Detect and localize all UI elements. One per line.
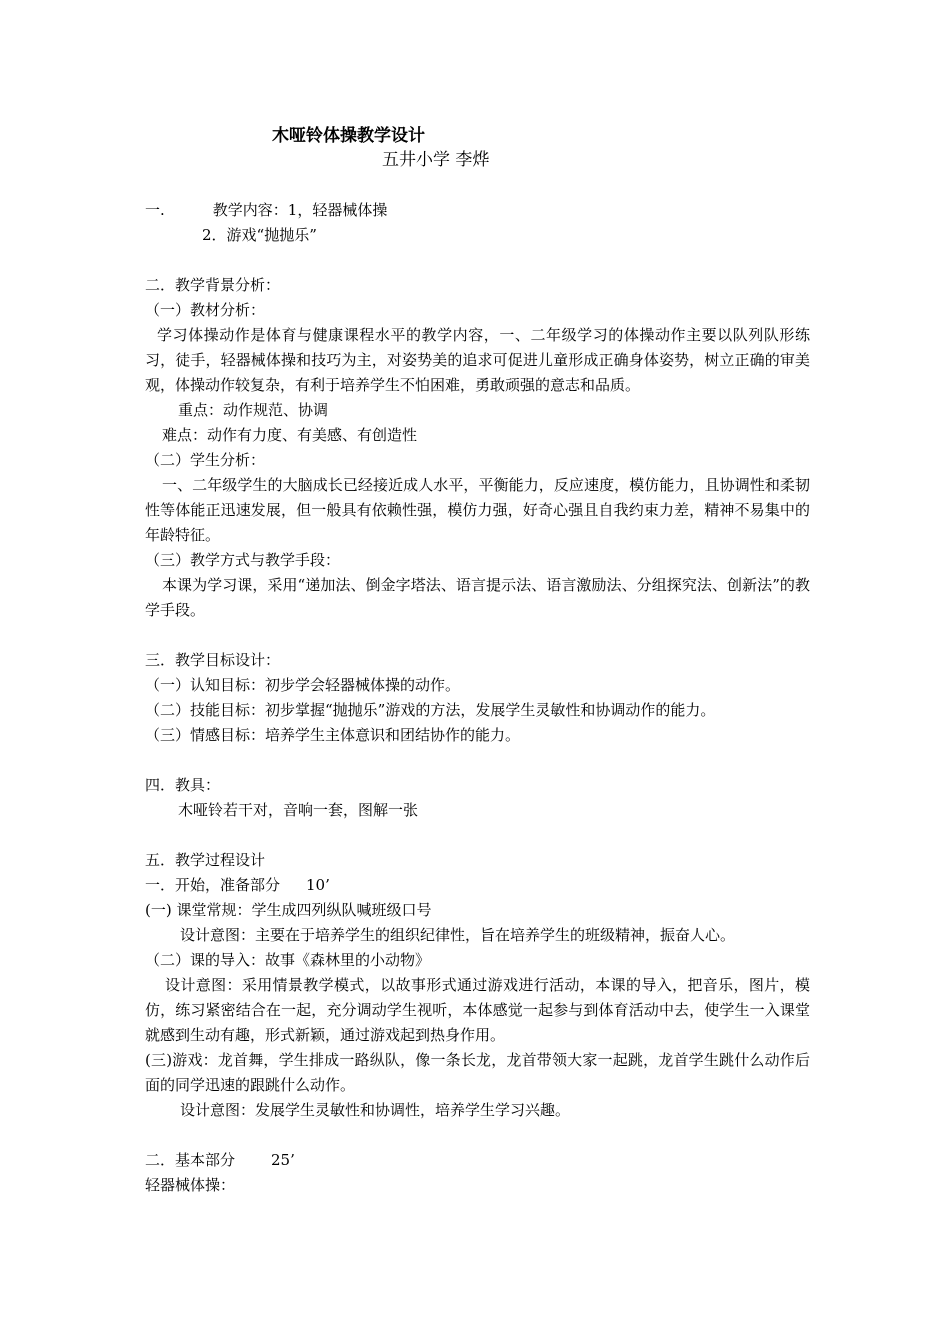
section2-sub3: （三）教学方式与教学手段： xyxy=(145,551,341,569)
part1-routine: (一) 课堂常规：学生成四列纵队喊班级口号 xyxy=(145,901,432,919)
part1-routine-intent: 设计意图：主要在于培养学生的组织纪律性，旨在培养学生的班级精神，振奋人心。 xyxy=(180,926,736,944)
section2-sub2: （二）学生分析： xyxy=(145,451,266,469)
section4-items: 木哑铃若干对，音响一套，图解一张 xyxy=(178,801,419,819)
section4-heading: 四．教具： xyxy=(145,776,221,794)
section1-line2: 2．游戏“抛抛乐” xyxy=(202,226,317,244)
document-author: 五井小学 李烨 xyxy=(382,150,490,170)
part2-time: 25’ xyxy=(271,1151,295,1169)
section5-part2 xyxy=(145,1148,810,1173)
section2-difficulty: 难点：动作有力度、有美感、有创造性 xyxy=(162,426,418,444)
part1-intro-intent: 设计意图：采用情景教学模式，以故事形式通过游戏进行活动，本课的导入，把音乐，图片，模仿，练习紧密结合在一起，充分调动学生视听，本体感觉一起参与到体育活动中去，使学生一入课堂就感到生动有趣，形式新颖，通过游戏起到热身作用。 xyxy=(145,976,810,1044)
section3-goal-emotion: （三）情感目标：培养学生主体意识和团结协作的能力。 xyxy=(145,726,521,744)
section3-goal-cognitive: （一）认知目标：初步学会轻器械体操的动作。 xyxy=(145,676,461,694)
section2-sub1-paragraph: 学习体操动作是体育与健康课程水平的教学内容，一、二年级学习的体操动作主要以队列队形练习，徒手，轻器械体操和技巧为主，对姿势美的追求可促进儿童形成正确身体姿势，树立正确的审美观，体操动作较复杂，有利于培养学生不怕困难，勇敢顽强的意志和品质。 xyxy=(145,326,810,394)
section2-sub1: （一）教材分析： xyxy=(145,301,266,319)
part1-time: 10’ xyxy=(306,876,330,894)
section2-heading: 二．教学背景分析： xyxy=(145,276,281,294)
document-title: 木哑铃体操教学设计 xyxy=(272,126,425,146)
section2-sub2-paragraph: 一、二年级学生的大脑成长已经接近成人水平，平衡能力，反应速度，模仿能力，且协调性和柔韧性等体能正迅速发展，但一般具有依赖性强，模仿力强，好奇心强且自我约束力差，精神不易集中的年龄特征。 xyxy=(145,476,810,544)
section3-heading: 三．教学目标设计： xyxy=(145,651,281,669)
section1-line1 xyxy=(145,198,810,223)
section1-label: 一. xyxy=(145,201,165,219)
section5-part1 xyxy=(145,873,810,898)
part1-game: (三)游戏：龙首舞，学生排成一路纵队，像一条长龙，龙首带领大家一起跳，龙首学生跳什么动作后面的同学迅速的跟跳什么动作。 xyxy=(145,1051,810,1094)
section1-content: 教学内容：1，轻器械体操 xyxy=(212,201,388,219)
section2-sub3-paragraph: 本课为学习课，采用“递加法、倒金字塔法、语言提示法、语言激励法、分组探究法、创新法”的教学手段。 xyxy=(145,576,810,619)
document-body xyxy=(145,198,810,1198)
part2-subheading: 轻器械体操： xyxy=(145,1176,236,1194)
part1-intro: （二）课的导入：故事《森林里的小动物》 xyxy=(145,951,431,969)
part2-label: 二．基本部分 xyxy=(145,1151,236,1169)
part1-game-intent: 设计意图：发展学生灵敏性和协调性，培养学生学习兴趣。 xyxy=(180,1101,571,1119)
part1-label: 一．开始，准备部分 xyxy=(145,876,281,894)
section5-heading: 五．教学过程设计 xyxy=(145,851,266,869)
section2-key-point: 重点：动作规范、协调 xyxy=(178,401,329,419)
section3-goal-skill: （二）技能目标：初步掌握“抛抛乐”游戏的方法，发展学生灵敏性和协调动作的能力。 xyxy=(145,701,716,719)
